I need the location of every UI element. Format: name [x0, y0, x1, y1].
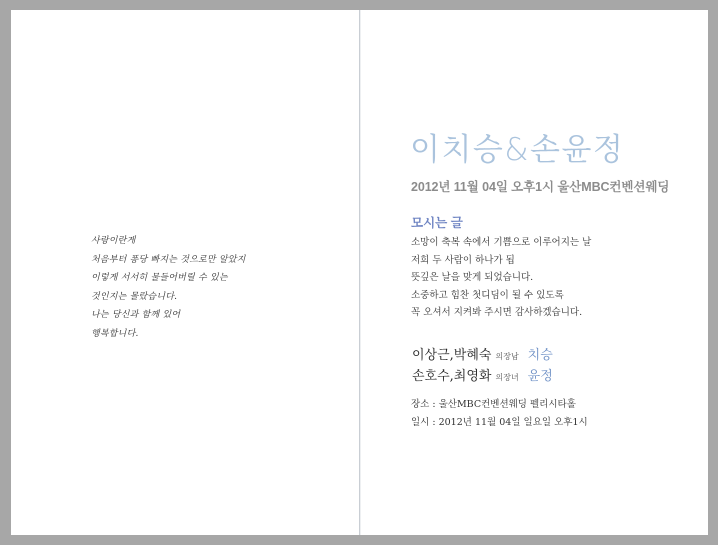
poem-line: 행복합니다. — [91, 328, 139, 339]
message-line: 꼭 오셔서 지켜봐 주시면 감사하겠습니다. — [411, 307, 583, 318]
groom-name: 치승 — [527, 348, 553, 363]
message-line: 소망이 축복 속에서 기쁨으로 이루어지는 날 — [411, 237, 592, 248]
invitation-title: 모시는 글 — [411, 216, 463, 230]
groom-parents-row — [412, 343, 553, 364]
poem-line: 사랑이란게 — [91, 236, 136, 246]
invitation-card — [11, 10, 708, 535]
bride-relation: 의장녀 — [495, 373, 519, 382]
bride-parents-names: 손호수,최영화 — [412, 369, 492, 384]
groom-parents-names: 이상근,박혜숙 — [412, 348, 492, 363]
couple-names: 이치승&손윤정 — [410, 132, 625, 168]
date-venue-line: 2012년 11월 04일 오후1시 울산MBC컨벤션웨딩 — [411, 180, 670, 194]
groom-relation: 의장남 — [495, 352, 519, 361]
parents-block — [412, 343, 553, 385]
poem-line: 이렇게 서서히 물들어버릴 수 있는 — [91, 273, 228, 283]
venue-line: 장소 : 울산MBC컨벤션웨딩 펠리시타홀 — [411, 399, 576, 410]
poem-line: 처음부터 퐁당 빠지는 것으로만 알았지 — [91, 254, 246, 265]
poem — [91, 232, 331, 343]
invitation-message — [411, 234, 591, 322]
datetime-line: 일시 : 2012년 11월 04일 일요일 오후1시 — [411, 416, 588, 428]
event-details — [411, 396, 588, 431]
message-line: 소중하고 힘찬 첫디딤이 될 수 있도록 — [411, 289, 564, 301]
message-line: 저희 두 사람이 하나가 됩 — [411, 254, 515, 266]
center-fold-shadow — [360, 10, 361, 535]
poem-line: 것인지는 몰랐습니다. — [91, 291, 178, 302]
poem-line: 나는 당신과 함께 있어 — [91, 310, 181, 320]
bride-name: 윤정 — [527, 369, 553, 384]
bride-parents-row — [412, 364, 553, 385]
message-line: 뜻깊은 날을 맞게 되었습니다. — [411, 272, 534, 283]
